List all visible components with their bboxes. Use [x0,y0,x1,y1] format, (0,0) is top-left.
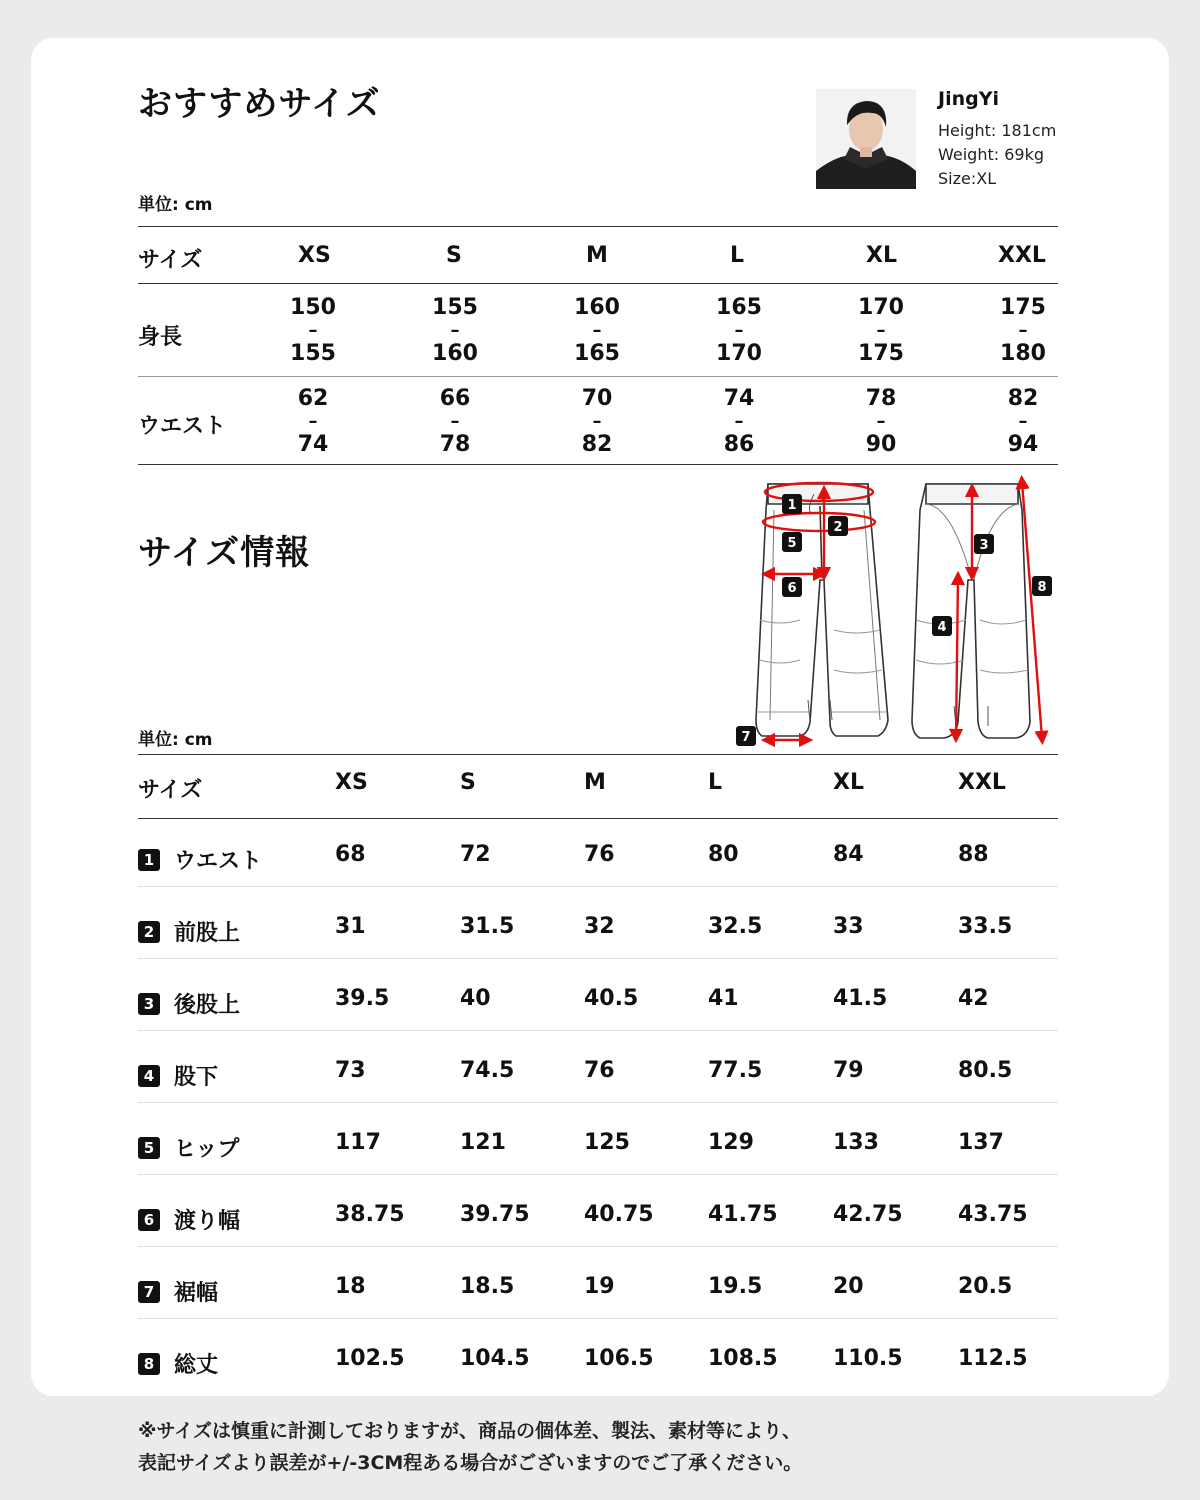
measure-label-5 [138,1132,239,1163]
measure-value: 137 [958,1130,1004,1155]
table-rule [138,754,1058,755]
waist-s: 66 – 78 [439,386,471,457]
measure-value: 106.5 [584,1346,654,1371]
measure-number-badge: 5 [138,1137,160,1159]
measure-value: 20 [833,1274,864,1299]
measure-value: 43.75 [958,1202,1028,1227]
recommend-col-xl: XL [866,243,897,268]
measure-value: 104.5 [460,1346,530,1371]
recommend-header-label: サイズ [138,248,203,273]
measure-value: 42.75 [833,1202,903,1227]
waist-row-label: ウエスト [138,414,227,439]
pants-diagram [730,470,1060,755]
measure-value: 40.75 [584,1202,654,1227]
measure-value: 121 [460,1130,506,1155]
measure-value: 79 [833,1058,864,1083]
measure-name: 総丈 [174,1353,219,1378]
table-rule [138,958,1058,959]
measure-number-badge: 6 [138,1209,160,1231]
measure-value: 125 [584,1130,630,1155]
table-rule [138,1246,1058,1247]
marker-1: 1 [787,498,797,513]
disclaimer-note [138,1415,802,1479]
table-rule [138,283,1058,284]
model-avatar-icon [816,89,916,189]
recommend-col-xs: XS [298,243,331,268]
size-info-unit: 単位: cm [138,730,213,750]
disclaimer-line-1: ※サイズは慎重に計測しておりますが、商品の個体差、製法、素材等により、 [138,1420,801,1442]
size-info-col-xl: XL [833,770,864,795]
measure-value: 74.5 [460,1058,515,1083]
size-info-col-l: L [708,770,723,795]
model-weight: Weight: 69kg [938,145,1044,164]
measure-number-badge: 1 [138,849,160,871]
measure-number-badge: 2 [138,921,160,943]
measure-value: 77.5 [708,1058,763,1083]
measure-value: 40 [460,986,491,1011]
waist-xs: 62 – 74 [297,386,329,457]
height-row-label: 身長 [138,325,183,350]
measure-value: 110.5 [833,1346,903,1371]
measure-name: 前股上 [174,921,241,946]
waist-xxl: 82 – 94 [1007,386,1039,457]
model-name: JingYi [938,88,999,110]
measure-value: 41.5 [833,986,888,1011]
height-xl: 170 – 175 [858,295,904,366]
measure-value: 18 [335,1274,366,1299]
measure-number-badge: 7 [138,1281,160,1303]
marker-2: 2 [833,520,843,535]
measure-value: 112.5 [958,1346,1028,1371]
measure-value: 108.5 [708,1346,778,1371]
marker-5: 5 [787,536,797,551]
table-rule [138,886,1058,887]
measure-value: 41.75 [708,1202,778,1227]
table-rule [138,376,1058,377]
measure-value: 42 [958,986,989,1011]
measure-value: 31.5 [460,914,515,939]
measure-value: 33.5 [958,914,1013,939]
measure-label-7 [138,1276,218,1307]
measure-value: 129 [708,1130,754,1155]
pants-front-icon [756,484,888,736]
measure-value: 33 [833,914,864,939]
measure-value: 41 [708,986,739,1011]
measure-name: ウエスト [174,849,263,874]
measure-value: 102.5 [335,1346,405,1371]
height-l: 165 – 170 [716,295,762,366]
table-rule [138,1102,1058,1103]
measure-label-3 [138,988,240,1019]
measure-value: 32 [584,914,615,939]
measure-name: 裾幅 [174,1281,219,1306]
measure-name: 渡り幅 [174,1209,241,1234]
recommend-title: おすすめサイズ [138,84,381,124]
measure-value: 32.5 [708,914,763,939]
measure-value: 20.5 [958,1274,1013,1299]
marker-4: 4 [937,620,947,635]
model-stats [938,119,1056,191]
measure-number-badge: 8 [138,1353,160,1375]
disclaimer-line-2: 表記サイズより誤差が+/-3CM程ある場合がございますのでご了承ください。 [138,1452,803,1474]
height-m: 160 – 165 [574,295,620,366]
table-rule [138,1030,1058,1031]
height-s: 155 – 160 [432,295,478,366]
measure-name: 後股上 [174,993,241,1018]
measure-number-badge: 4 [138,1065,160,1087]
recommend-unit: 単位: cm [138,195,213,215]
table-rule [138,1174,1058,1175]
measure-value: 133 [833,1130,879,1155]
recommend-col-xxl: XXL [998,243,1046,268]
marker-3: 3 [979,538,989,553]
measure-value: 19 [584,1274,615,1299]
table-rule [138,464,1058,465]
recommend-col-m: M [586,243,608,268]
table-rule [138,226,1058,227]
measure-value: 18.5 [460,1274,515,1299]
waist-l: 74 – 86 [723,386,755,457]
size-info-col-xs: XS [335,770,368,795]
measure-number-badge: 3 [138,993,160,1015]
measure-value: 68 [335,842,366,867]
height-xs: 150 – 155 [290,295,336,366]
size-info-title: サイズ情報 [138,533,311,573]
measure-value: 88 [958,842,989,867]
measure-value: 38.75 [335,1202,405,1227]
measure-value: 80 [708,842,739,867]
height-xxl: 175 – 180 [1000,295,1046,366]
recommend-col-l: L [730,243,745,268]
model-size: Size:XL [938,169,997,188]
measure-label-8 [138,1348,218,1379]
measure-name: 股下 [174,1065,219,1090]
waist-xl: 78 – 90 [865,386,897,457]
measure-value: 72 [460,842,491,867]
size-info-col-xxl: XXL [958,770,1006,795]
marker-7: 7 [741,730,751,745]
measure-value: 76 [584,1058,615,1083]
measure-value: 76 [584,842,615,867]
measure-label-6 [138,1204,240,1235]
measure-value: 19.5 [708,1274,763,1299]
measure-value: 73 [335,1058,366,1083]
measure-value: 39.5 [335,986,390,1011]
measure-label-4 [138,1060,218,1091]
marker-6: 6 [787,581,797,596]
model-photo [816,89,916,189]
measure-name: ヒップ [174,1137,240,1162]
table-rule [138,818,1058,819]
size-info-col-m: M [584,770,606,795]
waist-m: 70 – 82 [581,386,613,457]
marker-8: 8 [1037,580,1047,595]
table-rule [138,1318,1058,1319]
model-height: Height: 181cm [938,121,1057,140]
measure-label-1 [138,844,262,875]
measure-value: 80.5 [958,1058,1013,1083]
measure-value: 40.5 [584,986,639,1011]
measure-value: 39.75 [460,1202,530,1227]
size-info-header-label: サイズ [138,778,203,803]
measure-value: 31 [335,914,366,939]
size-info-col-s: S [460,770,476,795]
measure-value: 84 [833,842,864,867]
recommend-col-s: S [446,243,462,268]
measure-label-2 [138,916,240,947]
measure-value: 117 [335,1130,381,1155]
